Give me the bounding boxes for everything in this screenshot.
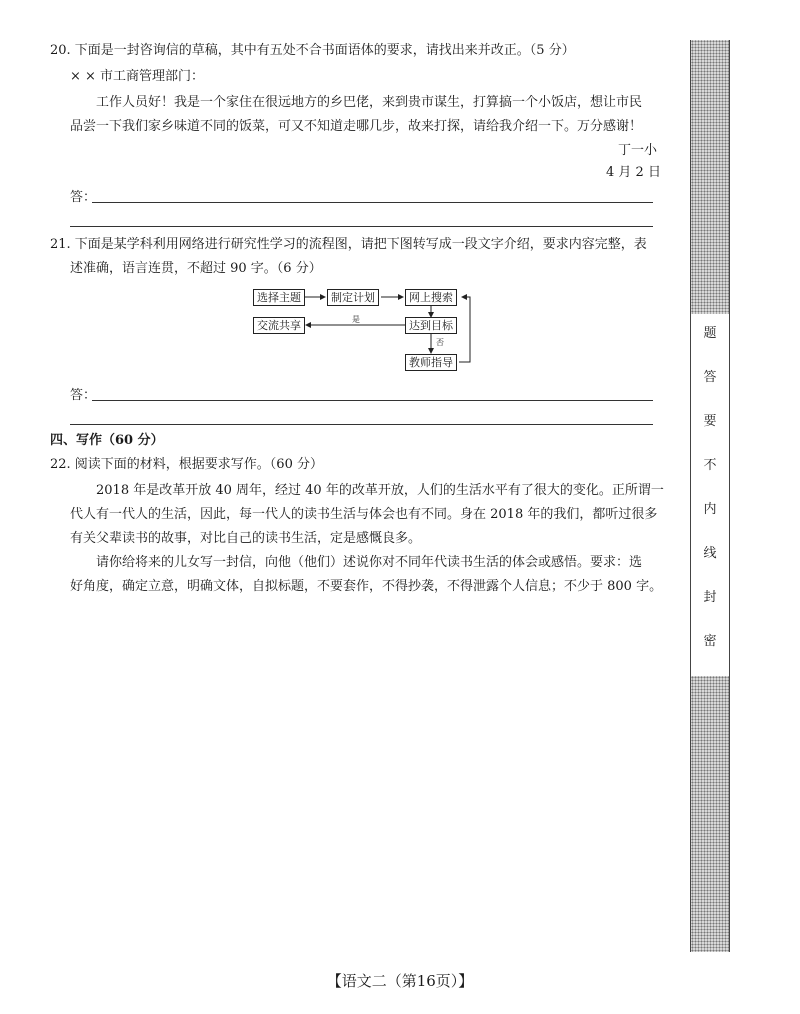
q22-p1-line1: 2018 年是改革开放 40 周年，经过 40 年的改革开放，人们的生活水平有了很大的变化。正所谓一 xyxy=(96,483,664,498)
seal-char: 不 xyxy=(703,458,717,473)
flow-reach-goal: 达到目标 xyxy=(405,317,457,334)
seal-char: 封 xyxy=(703,590,717,605)
flow-yes-label: 是 xyxy=(352,315,360,324)
q22-p1-line2: 代人有一代人的生活，因此，每一代人的读书生活与体会也有不同。身在 2018 年的我们，都听过很多 xyxy=(70,507,658,522)
q21-answer-line-2[interactable] xyxy=(70,424,653,425)
page-footer: 【语文二（第16页）】 xyxy=(326,972,474,990)
q22-p2-line2: 好角度，确定立意，明确文体，自拟标题，不要套作，不得抄袭，不得泄露个人信息；不少于 800 字。 xyxy=(70,579,663,594)
flow-no-label: 否 xyxy=(436,338,444,347)
q21-answer-label: 答： xyxy=(70,388,97,403)
q21-stem-line1: 21. 下面是某学科利用网络进行研究性学习的流程图，请把下图转写成一段文字介绍，要求内容完整，表 xyxy=(50,237,647,252)
seal-strip-middle xyxy=(690,314,730,676)
section4-heading: 四、写作（60 分） xyxy=(50,433,164,448)
seal-char: 线 xyxy=(703,546,717,561)
flow-online-search: 网上搜索 xyxy=(405,289,457,306)
seal-char: 密 xyxy=(703,634,717,649)
seal-char: 题 xyxy=(703,326,717,341)
seal-char: 内 xyxy=(703,502,717,517)
q20-answer-line-2[interactable] xyxy=(70,226,653,227)
q22-p1-line3: 有关父辈读书的故事，对比自己的读书生活，定是感慨良多。 xyxy=(70,531,422,546)
q20-body-line1: 工作人员好！我是一个家住在很远地方的乡巴佬，来到贵市谋生，打算搞一个小饭店，想让市民 xyxy=(96,95,643,110)
q21-stem-line2: 述准确，语言连贯，不超过 90 字。（6 分） xyxy=(70,261,322,276)
seal-char: 要 xyxy=(703,414,717,429)
q20-date: 4 月 2 日 xyxy=(606,165,661,180)
q20-signature: 丁一小 xyxy=(618,143,658,158)
flowchart xyxy=(250,282,480,378)
q20-addressee: × × 市工商管理部门： xyxy=(70,69,205,84)
flow-share: 交流共享 xyxy=(253,317,305,334)
flow-teacher-guide: 教师指导 xyxy=(405,354,457,371)
q20-answer-label: 答： xyxy=(70,190,97,205)
seal-char: 答 xyxy=(703,370,717,385)
seal-strip xyxy=(690,40,728,952)
seal-strip-pattern-bottom xyxy=(690,676,730,952)
q20-answer-line-1[interactable] xyxy=(92,202,653,203)
q22-stem: 22. 阅读下面的材料，根据要求写作。（60 分） xyxy=(50,457,323,472)
q22-p2-line1: 请你给将来的儿女写一封信，向他（他们）述说你对不同年代读书生活的体会或感悟。要求：选 xyxy=(96,555,643,570)
seal-strip-pattern-top xyxy=(690,40,730,314)
q21-answer-line-1[interactable] xyxy=(92,400,653,401)
flow-select-topic: 选择主题 xyxy=(253,289,305,306)
q20-stem: 20. 下面是一封咨询信的草稿，其中有五处不合书面语体的要求，请找出来并改正。（5 分） xyxy=(50,43,575,58)
q20-body-line2: 品尝一下我们家乡味道不同的饭菜，可又不知道走哪几步，故来打探，请给我介绍一下。万分感谢！ xyxy=(70,119,643,134)
flow-make-plan: 制定计划 xyxy=(327,289,379,306)
